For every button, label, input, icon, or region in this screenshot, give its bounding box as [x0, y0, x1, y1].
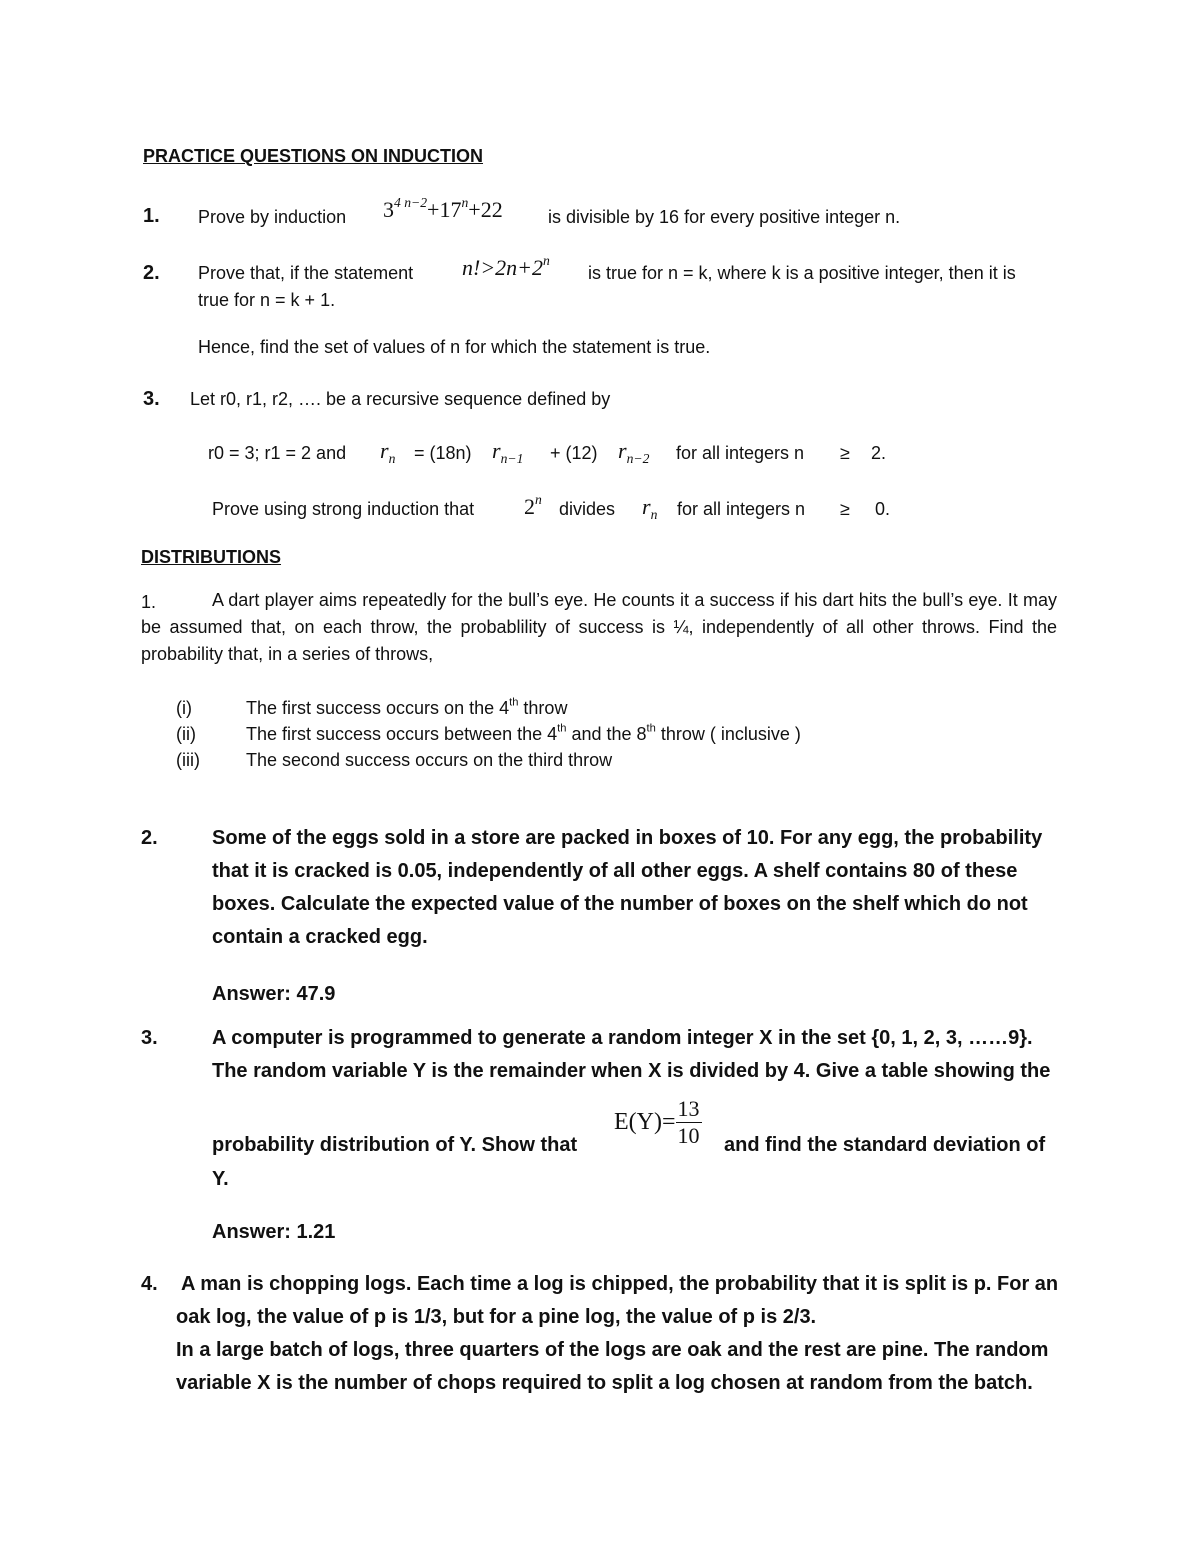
r-symbol: r — [492, 438, 501, 463]
fraction — [676, 1096, 702, 1149]
induction-q3-rn — [380, 438, 395, 464]
math-exponent-2: n — [461, 194, 469, 210]
dist-q1-part-text — [246, 698, 567, 719]
induction-q2-line2: true for n = k + 1. — [198, 290, 336, 310]
r-symbol: r — [618, 438, 627, 463]
two-base: 2 — [524, 494, 535, 519]
page-title: PRACTICE QUESTIONS ON INDUCTION — [143, 146, 484, 166]
dist-q1-part-label: (ii) — [176, 724, 196, 744]
ordinal-suffix: th — [509, 696, 519, 709]
dist-q3-line4: Y. — [212, 1168, 229, 1190]
ordinal-suffix: th — [646, 722, 656, 735]
r-symbol: r — [380, 438, 389, 463]
two-exponent: n — [535, 491, 542, 507]
r-subscript: n — [388, 450, 396, 466]
dist-q4-line1: A man is chopping logs. Each time a log is chipped, the probability that it is split is p. For an — [181, 1273, 1059, 1295]
dist-q4-line4: variable X is the number of chops required to split a log chosen at random from the batch. — [176, 1372, 1033, 1394]
dist-q3-line3a: probability distribution of Y. Show that — [212, 1134, 578, 1156]
induction-q3-prove-val: 0. — [875, 499, 891, 519]
induction-q3-prove-start: Prove using strong induction that — [212, 499, 475, 519]
induction-q3-def-plus: + (12) — [550, 443, 598, 463]
induction-q2-suffix: is true for n = k, where k is a positive integer, then it is — [588, 263, 1016, 283]
math-inequality: n!>2n+2 — [462, 255, 544, 280]
fraction-numerator: 13 — [677, 1096, 700, 1121]
r-subscript: n — [650, 506, 658, 522]
part-text: The first success occurs on the 4 — [246, 698, 510, 718]
induction-q2-hence: Hence, find the set of values of n for which the statement is true. — [198, 337, 711, 357]
dist-q1-part-label: (i) — [176, 698, 192, 718]
part-text: throw ( inclusive ) — [655, 724, 801, 744]
induction-q3-divides: divides — [559, 499, 616, 519]
dist-q4-line3: In a large batch of logs, three quarters of the logs are oak and the rest are pine. The random — [176, 1339, 1049, 1361]
induction-q1-prefix: Prove by induction — [198, 207, 347, 227]
induction-q3-def-start: r0 = 3; r1 = 2 and — [208, 443, 347, 463]
ordinal-suffix: th — [557, 722, 567, 735]
dist-q2-answer: Answer: 47.9 — [212, 983, 336, 1005]
induction-q3-def-val: 2. — [871, 443, 887, 463]
induction-q3-rn1 — [492, 438, 523, 464]
math-end: +22 — [468, 197, 503, 222]
part-text: The first success occurs between the 4 — [246, 724, 558, 744]
math-mid: +17 — [427, 197, 462, 222]
induction-q1-number: 1. — [143, 205, 160, 227]
math-base: 3 — [383, 197, 394, 222]
dist-q3-number: 3. — [141, 1027, 158, 1049]
geq-symbol: ≥ — [840, 443, 850, 463]
math-exponent: n — [543, 252, 550, 268]
dist-q1-part-text: The second success occurs on the third throw — [246, 750, 613, 770]
dist-q3-line2: The random variable Y is the remainder when X is divided by 4. Give a table showing the — [212, 1060, 1051, 1082]
section-heading-distributions: DISTRIBUTIONS — [141, 547, 282, 567]
induction-q2-math — [462, 252, 550, 281]
expectation-formula — [614, 1096, 702, 1149]
induction-q3-intro: Let r0, r1, r2, …. be a recursive sequence defined by — [190, 389, 611, 409]
induction-q3-def-eq: = (18n) — [414, 443, 472, 463]
induction-q2-prefix: Prove that, if the statement — [198, 263, 414, 283]
dist-q3-line3b: and find the standard deviation of — [724, 1134, 1046, 1156]
induction-q1-math — [383, 194, 503, 223]
part-text: throw — [518, 698, 568, 718]
dist-q3-line1: A computer is programmed to generate a random integer X in the set {0, 1, 2, 3, ……9}. — [212, 1027, 1033, 1049]
dist-q4-number: 4. — [141, 1273, 158, 1295]
part-text: and the 8 — [566, 724, 647, 744]
dist-q1-part-label: (iii) — [176, 750, 200, 770]
dist-q4-line2: oak log, the value of p is 1/3, but for a pine log, the value of p is 2/3. — [176, 1306, 817, 1328]
dist-q3-answer: Answer: 1.21 — [212, 1221, 336, 1243]
induction-q3-rn-final — [642, 494, 657, 520]
math-exponent: 4 n−2 — [394, 194, 428, 210]
induction-q3-number: 3. — [143, 388, 160, 410]
induction-q3-def-end: for all integers n — [676, 443, 805, 463]
fraction-denominator: 10 — [677, 1123, 700, 1148]
dist-q2-text: Some of the eggs sold in a store are packed in boxes of 10. For any egg, the probability that it is cracked is 0.05, independently of all other eggs. A shelf contains 80 of these boxes. Calculate the expected value of the number of boxes on the shelf which do not contain a cracked egg. — [212, 827, 1043, 948]
geq-symbol: ≥ — [840, 499, 850, 519]
r-subscript: n−1 — [500, 450, 524, 466]
dist-q1-text: A dart player aims repeatedly for the bull’s eye. He counts it a success if his dart hits the bull’s eye. It may be assumed that, on each throw, the probablility of success is ¼, independently of all other throws. Find the probability that, in a series of throws, — [141, 590, 1057, 664]
expectation-label: E(Y)= — [614, 1109, 676, 1135]
dist-q1-number: 1. — [141, 592, 157, 612]
induction-q3-prove-end: for all integers n — [677, 499, 806, 519]
r-subscript: n−2 — [626, 450, 650, 466]
induction-q3-rn2 — [618, 438, 649, 464]
dist-q1-part-text — [246, 724, 801, 745]
r-symbol: r — [642, 494, 651, 519]
dist-q2-number: 2. — [141, 827, 158, 849]
induction-q2-number: 2. — [143, 262, 160, 284]
induction-q1-suffix: is divisible by 16 for every positive integer n. — [548, 207, 901, 227]
induction-q3-two-power — [524, 491, 542, 520]
